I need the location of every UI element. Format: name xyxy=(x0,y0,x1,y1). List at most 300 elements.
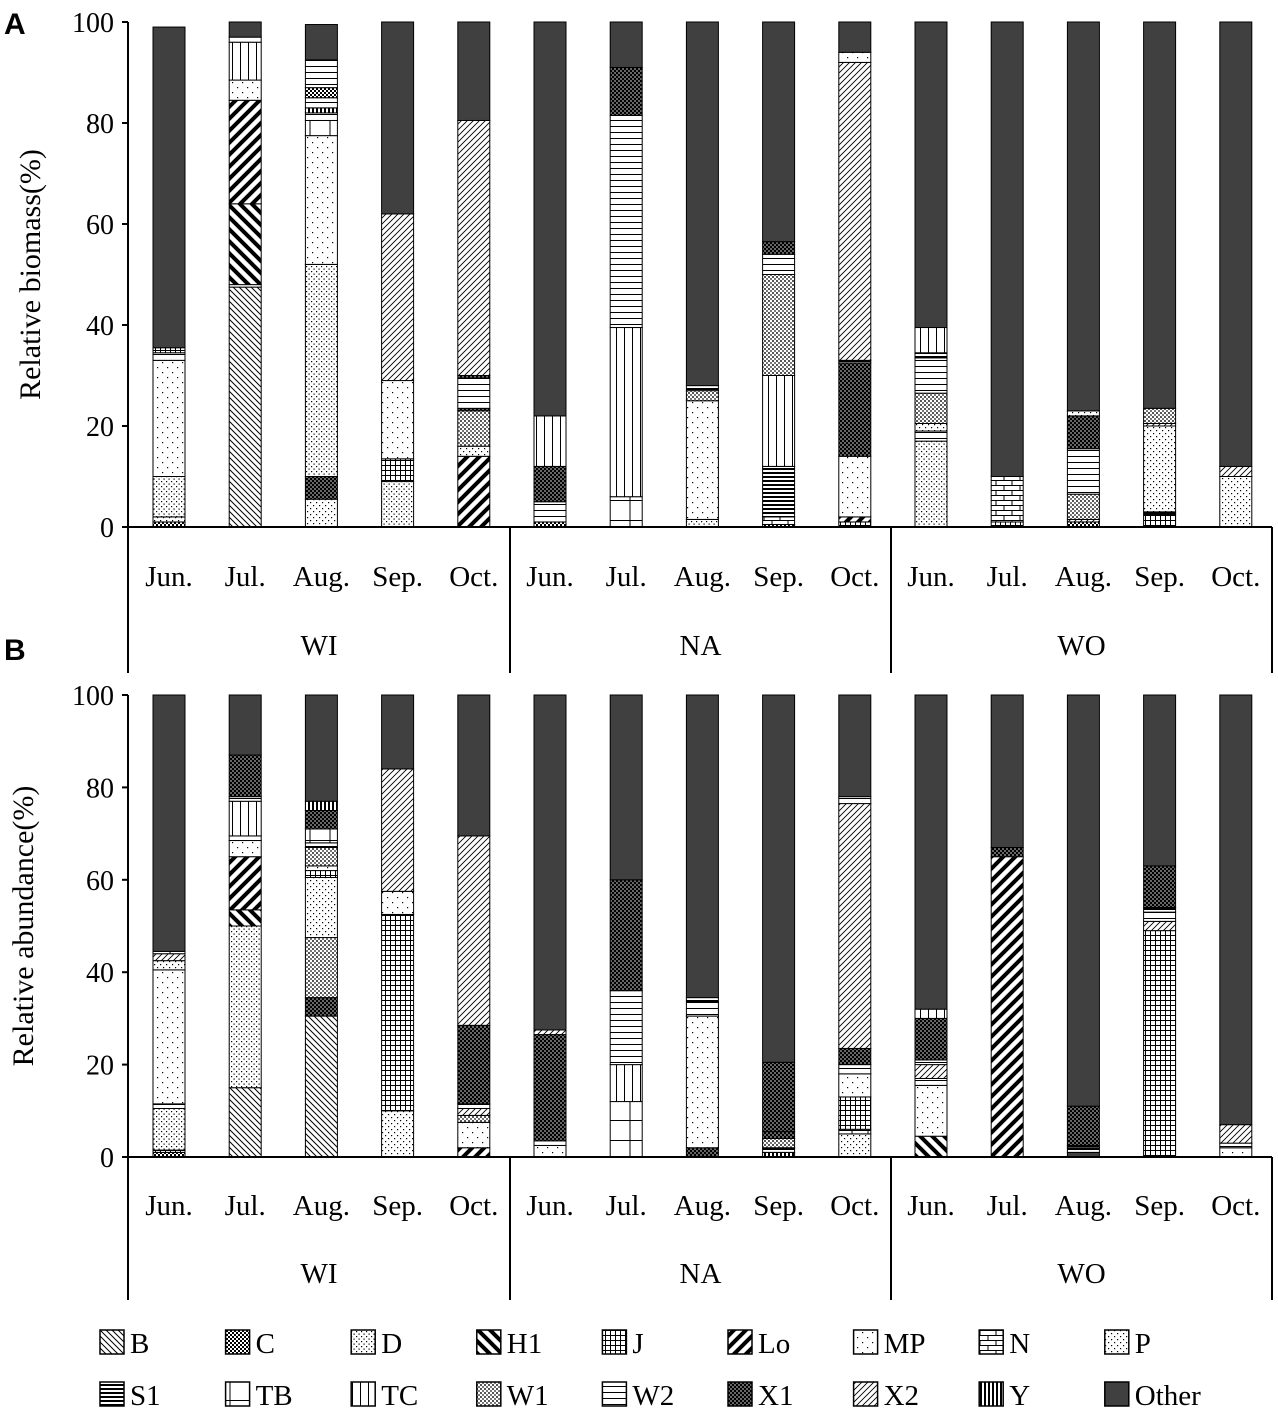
bar-na-jul xyxy=(610,22,642,527)
bar-wo-jun xyxy=(915,695,947,1157)
bar-wo-sep xyxy=(1144,22,1176,527)
bar-segment-other xyxy=(534,22,566,416)
bar-segment-w1 xyxy=(458,1115,490,1122)
bar-segment-w2 xyxy=(229,836,261,841)
bar-segment-x1 xyxy=(305,811,337,829)
bar-segment-w1 xyxy=(686,391,718,401)
legend-label: N xyxy=(1009,1328,1031,1360)
legend-entry-y xyxy=(979,1380,1030,1410)
bar-segment-mp xyxy=(1220,1148,1252,1157)
legend-swatch xyxy=(728,1330,752,1354)
legend-label: TC xyxy=(381,1380,419,1410)
bar-segment-x2 xyxy=(1220,466,1252,476)
x-category-label: Sep. xyxy=(753,561,804,593)
legend-swatch xyxy=(854,1330,878,1354)
legend-label: X2 xyxy=(883,1380,920,1410)
bar-segment-p xyxy=(1144,426,1176,512)
bar-segment-d xyxy=(686,519,718,527)
bar-segment-other xyxy=(839,695,871,797)
legend-label: W2 xyxy=(632,1380,675,1410)
bar-segment-w2 xyxy=(534,502,566,522)
x-category-label: Aug. xyxy=(673,1190,732,1222)
bar-segment-s1 xyxy=(763,466,795,517)
legend-label: Lo xyxy=(758,1328,791,1360)
group-label-na: NA xyxy=(679,630,722,662)
bar-segment-s1 xyxy=(686,386,718,391)
legend-label: X1 xyxy=(758,1380,794,1410)
legend-entry-d xyxy=(351,1328,402,1360)
bar-segment-other xyxy=(305,695,337,801)
bar-segment-other xyxy=(686,22,718,386)
bar-segment-b xyxy=(305,1016,337,1157)
legend-label: S1 xyxy=(130,1380,161,1410)
legend-swatch xyxy=(351,1382,375,1406)
bar-segment-w2 xyxy=(458,1104,490,1109)
bar-segment-y xyxy=(305,108,337,113)
legend-label: D xyxy=(381,1328,403,1360)
bar-segment-s1 xyxy=(686,998,718,1003)
bar-wo-oct xyxy=(1220,22,1252,527)
bar-segment-w2 xyxy=(915,431,947,441)
bar-segment-other xyxy=(305,25,337,60)
legend-label: C xyxy=(255,1328,275,1360)
bar-segment-lo xyxy=(839,517,871,522)
x-category-label: Sep. xyxy=(372,1190,423,1222)
bar-segment-tb xyxy=(610,497,642,527)
legend-label: H1 xyxy=(506,1328,543,1360)
bar-segment-mp xyxy=(229,80,261,100)
x-category-label: Aug. xyxy=(292,1190,351,1222)
bar-segment-p xyxy=(1220,477,1252,528)
legend-swatch xyxy=(100,1382,124,1406)
x-category-label: Jun. xyxy=(526,561,574,593)
bar-wo-jul xyxy=(991,22,1023,527)
x-category-label: Oct. xyxy=(830,1190,880,1222)
bar-segment-other xyxy=(458,22,490,120)
bar-wo-aug xyxy=(1067,695,1099,1157)
bar-segment-j xyxy=(153,348,185,353)
bar-segment-w1 xyxy=(305,938,337,998)
bar-segment-p xyxy=(915,423,947,431)
legend-entry-w2 xyxy=(602,1380,674,1410)
legend-swatch xyxy=(728,1382,752,1406)
bar-segment-other xyxy=(458,695,490,836)
bar-segment-x2 xyxy=(839,62,871,360)
bar-segment-x2 xyxy=(458,836,490,1025)
bar-segment-w2 xyxy=(458,378,490,408)
group-label-na: NA xyxy=(679,1258,722,1290)
bar-segment-other xyxy=(382,695,414,769)
bar-segment-tb xyxy=(610,1102,642,1157)
legend-entry-lo xyxy=(728,1328,790,1360)
bar-segment-d xyxy=(153,477,185,517)
bar-segment-p xyxy=(1067,411,1099,416)
bar-segment-s1 xyxy=(763,1148,795,1153)
bar-segment-w2 xyxy=(763,254,795,274)
x-category-label: Jul. xyxy=(986,561,1028,593)
bar-segment-x2 xyxy=(382,769,414,891)
bar-na-oct xyxy=(839,22,871,527)
bar-segment-other xyxy=(1067,22,1099,411)
bar-segment-mp xyxy=(686,1016,718,1148)
bar-segment-p xyxy=(458,446,490,456)
bar-segment-x2 xyxy=(153,954,185,961)
bar-segment-w2 xyxy=(153,353,185,361)
bar-segment-mp xyxy=(305,866,337,871)
x-category-label: Jun. xyxy=(145,1190,193,1222)
x-category-label: Jun. xyxy=(907,1190,955,1222)
bar-segment-w2 xyxy=(229,37,261,42)
x-category-label: Sep. xyxy=(372,561,423,593)
bar-segment-x2 xyxy=(839,804,871,1049)
bar-segment-x1 xyxy=(305,477,337,500)
panel-letter-a: A xyxy=(4,8,26,41)
bar-segment-mp xyxy=(153,970,185,1104)
x-category-label: Sep. xyxy=(753,1190,804,1222)
bar-segment-tc xyxy=(915,328,947,353)
bar-segment-x1 xyxy=(839,363,871,456)
bar-segment-x1 xyxy=(1067,416,1099,449)
bar-segment-tc xyxy=(610,1065,642,1102)
bar-segment-w2 xyxy=(305,60,337,88)
bar-segment-w1 xyxy=(1144,408,1176,423)
bar-segment-n xyxy=(991,477,1023,522)
y-tick-label: 40 xyxy=(86,958,114,990)
y-axis-label: Relative abundance(%) xyxy=(7,785,40,1067)
bar-segment-j xyxy=(382,914,414,1110)
bar-segment-d xyxy=(305,264,337,476)
bar-segment-n xyxy=(839,1129,871,1134)
bar-segment-tc xyxy=(534,416,566,467)
legend-label: Other xyxy=(1134,1380,1201,1410)
bar-segment-x1 xyxy=(839,1048,871,1064)
legend-entry-other xyxy=(1105,1380,1201,1410)
bar-segment-x1 xyxy=(229,755,261,797)
legend-label: W1 xyxy=(506,1380,549,1410)
bar-segment-w2 xyxy=(1144,912,1176,921)
x-category-label: Jul. xyxy=(224,561,266,593)
legend-swatch xyxy=(979,1330,1003,1354)
bar-segment-j xyxy=(1144,514,1176,527)
bar-segment-other xyxy=(229,22,261,37)
bar-segment-s1 xyxy=(1144,908,1176,913)
bar-segment-mp xyxy=(305,136,337,265)
bar-segment-x1 xyxy=(991,847,1023,856)
bar-segment-x1 xyxy=(1067,1106,1099,1145)
x-category-label: Aug. xyxy=(1054,1190,1113,1222)
bar-segment-x2 xyxy=(458,1108,490,1115)
bar-segment-mp xyxy=(839,52,871,62)
bar-segment-w1 xyxy=(915,393,947,423)
y-tick-label: 20 xyxy=(86,1050,114,1082)
bar-segment-other xyxy=(1220,22,1252,466)
bar-wi-jun xyxy=(153,27,185,527)
bar-wi-jul xyxy=(229,695,261,1157)
bar-segment-w2 xyxy=(229,797,261,802)
legend-entry-mp xyxy=(854,1328,926,1360)
bar-segment-mp xyxy=(839,456,871,517)
bar-segment-w2 xyxy=(915,1078,947,1085)
x-category-label: Sep. xyxy=(1134,561,1185,593)
bar-segment-mp xyxy=(153,360,185,476)
bar-segment-h1 xyxy=(915,1136,947,1157)
bar-wo-jun xyxy=(915,22,947,527)
bar-segment-lo xyxy=(458,1148,490,1157)
x-category-label: Jul. xyxy=(224,1190,266,1222)
bar-segment-other xyxy=(153,695,185,951)
bar-na-jun xyxy=(534,22,566,527)
bar-segment-w2 xyxy=(915,1060,947,1065)
bar-segment-w2 xyxy=(839,797,871,804)
bar-na-jul xyxy=(610,695,642,1157)
legend-label: Y xyxy=(1009,1380,1031,1410)
bar-segment-x1 xyxy=(458,1025,490,1104)
bar-segment-other xyxy=(839,22,871,52)
x-category-label: Jun. xyxy=(145,561,193,593)
bar-segment-mp xyxy=(915,1085,947,1136)
bar-na-sep xyxy=(763,22,795,527)
legend-entry-n xyxy=(979,1328,1030,1360)
legend-entry-s1 xyxy=(100,1380,161,1410)
bar-segment-p xyxy=(382,1111,414,1157)
bar-segment-x2 xyxy=(1220,1125,1252,1143)
bar-segment-j xyxy=(1144,931,1176,1157)
bar-segment-tc xyxy=(915,1009,947,1018)
bar-segment-w2 xyxy=(305,98,337,108)
bar-na-aug xyxy=(686,695,718,1157)
legend-entry-p xyxy=(1105,1328,1151,1360)
bar-segment-d xyxy=(382,482,414,527)
bar-segment-tc xyxy=(229,42,261,80)
legend-swatch xyxy=(854,1382,878,1406)
bar-segment-w2 xyxy=(534,1141,566,1146)
bar-segment-w2 xyxy=(1220,1143,1252,1148)
bar-segment-lo xyxy=(229,857,261,910)
y-tick-label: 40 xyxy=(86,311,114,342)
y-tick-label: 0 xyxy=(100,1143,114,1174)
legend-label: MP xyxy=(883,1328,926,1360)
legend-entry-tc xyxy=(351,1380,418,1410)
bar-segment-x1 xyxy=(915,1018,947,1060)
bar-segment-other xyxy=(763,695,795,1062)
bar-segment-d xyxy=(229,926,261,1088)
bar-segment-tc xyxy=(229,801,261,836)
bar-segment-j xyxy=(839,1097,871,1129)
bar-segment-tc xyxy=(610,328,642,497)
bar-segment-w2 xyxy=(305,843,337,848)
legend-swatch xyxy=(226,1330,250,1354)
y-tick-label: 80 xyxy=(86,773,114,805)
panel-letter-b: B xyxy=(4,634,26,667)
bar-segment-h1 xyxy=(229,910,261,926)
legend-entry-b xyxy=(100,1328,149,1360)
x-category-label: Jun. xyxy=(526,1190,574,1222)
bar-wi-aug xyxy=(305,25,337,527)
y-tick-label: 60 xyxy=(86,865,114,897)
legend-swatch xyxy=(1105,1330,1129,1354)
bar-segment-other xyxy=(610,695,642,880)
x-category-label: Jul. xyxy=(986,1190,1028,1222)
bar-segment-other xyxy=(991,22,1023,477)
bar-segment-p xyxy=(305,877,337,937)
bar-segment-x1 xyxy=(534,466,566,501)
bar-segment-n xyxy=(763,517,795,525)
bar-segment-x1 xyxy=(686,1148,718,1157)
bar-segment-x1 xyxy=(763,1132,795,1139)
bar-segment-w2 xyxy=(153,1104,185,1109)
bar-segment-lo xyxy=(991,857,1023,1157)
legend-swatch xyxy=(602,1382,626,1406)
x-category-label: Aug. xyxy=(1054,561,1113,593)
legend-entry-c xyxy=(226,1328,275,1360)
bar-segment-s1 xyxy=(1067,1148,1099,1153)
legend-entry-w1 xyxy=(477,1380,549,1410)
bar-wi-oct xyxy=(458,695,490,1157)
legend-swatch xyxy=(979,1382,1003,1406)
bar-segment-other xyxy=(610,22,642,67)
legend-label: B xyxy=(130,1328,150,1360)
bar-wi-aug xyxy=(305,695,337,1157)
bar-segment-other xyxy=(229,695,261,755)
panel-a-biomass-chart xyxy=(4,8,1272,673)
bar-segment-j xyxy=(382,459,414,482)
bar-segment-x1 xyxy=(305,998,337,1016)
bar-segment-p xyxy=(839,1134,871,1157)
bar-wi-jun xyxy=(153,695,185,1157)
legend-entry-x1 xyxy=(728,1380,793,1410)
bar-wi-oct xyxy=(458,22,490,527)
bar-segment-d xyxy=(915,441,947,527)
bar-segment-other xyxy=(1220,695,1252,1125)
legend-swatch xyxy=(602,1330,626,1354)
bar-segment-w2 xyxy=(610,115,642,327)
x-category-label: Oct. xyxy=(449,561,499,593)
group-label-wi: WI xyxy=(300,1258,338,1290)
legend-entry-j xyxy=(602,1328,643,1360)
bar-segment-w2 xyxy=(305,113,337,121)
bar-segment-other xyxy=(382,22,414,214)
x-category-label: Aug. xyxy=(292,561,351,593)
bar-segment-s1 xyxy=(915,353,947,358)
bar-segment-w2 xyxy=(915,358,947,393)
bar-segment-tc xyxy=(763,376,795,467)
bar-segment-other xyxy=(915,695,947,1009)
group-label-wo: WO xyxy=(1057,1258,1106,1290)
legend-swatch xyxy=(477,1382,501,1406)
bar-segment-other xyxy=(1067,695,1099,1106)
legend-swatch xyxy=(226,1382,250,1406)
bar-segment-h1 xyxy=(229,204,261,285)
bar-segment-other xyxy=(915,22,947,328)
legend-label: P xyxy=(1134,1328,1151,1360)
bar-segment-w1 xyxy=(763,275,795,376)
bar-segment-other xyxy=(763,22,795,242)
y-tick-label: 20 xyxy=(86,412,114,443)
panel-b-abundance-chart xyxy=(4,634,1272,1300)
y-tick-label: 100 xyxy=(72,8,114,39)
bar-segment-w2 xyxy=(610,991,642,1065)
bar-wo-jul xyxy=(991,695,1023,1157)
bar-segment-other xyxy=(1144,695,1176,866)
bar-segment-mp xyxy=(229,841,261,857)
x-category-label: Aug. xyxy=(673,561,732,593)
bar-segment-mp xyxy=(458,1122,490,1147)
bar-segment-w2 xyxy=(1067,449,1099,494)
bar-segment-w2 xyxy=(686,1002,718,1016)
bar-segment-other xyxy=(686,695,718,998)
bar-wo-oct xyxy=(1220,695,1252,1157)
bar-segment-w2 xyxy=(839,1065,871,1074)
bar-na-oct xyxy=(839,695,871,1157)
bar-segment-x1 xyxy=(534,1035,566,1141)
bar-segment-y xyxy=(305,801,337,810)
bar-segment-b xyxy=(229,287,261,527)
bar-segment-x1 xyxy=(763,1062,795,1131)
bar-segment-c xyxy=(305,88,337,98)
y-tick-label: 100 xyxy=(72,681,114,712)
bar-segment-x2 xyxy=(1144,921,1176,930)
legend xyxy=(100,1328,1201,1410)
bar-segment-tb xyxy=(305,829,337,843)
legend-swatch xyxy=(100,1330,124,1354)
bar-segment-j xyxy=(305,871,337,878)
bar-na-jun xyxy=(534,695,566,1157)
bar-segment-x1 xyxy=(763,242,795,255)
group-label-wo: WO xyxy=(1057,630,1106,662)
y-tick-label: 80 xyxy=(86,109,114,140)
bar-segment-mp xyxy=(839,1074,871,1097)
bar-na-sep xyxy=(763,695,795,1157)
bar-segment-x2 xyxy=(534,1030,566,1035)
bar-segment-mp xyxy=(686,401,718,520)
bar-segment-p xyxy=(305,499,337,527)
bar-wo-aug xyxy=(1067,22,1099,527)
x-category-label: Oct. xyxy=(449,1190,499,1222)
legend-label: TB xyxy=(255,1380,293,1410)
bar-segment-p xyxy=(153,961,185,970)
bar-wi-sep xyxy=(382,695,414,1157)
bar-segment-tb xyxy=(305,120,337,135)
bar-segment-other xyxy=(991,695,1023,847)
bar-segment-x2 xyxy=(458,120,490,375)
bar-segment-b xyxy=(229,1088,261,1157)
bar-segment-x1 xyxy=(610,880,642,991)
bar-segment-x2 xyxy=(382,214,414,381)
bar-segment-w1 xyxy=(1067,494,1099,519)
bar-segment-other xyxy=(534,695,566,1030)
legend-entry-h1 xyxy=(477,1328,542,1360)
bar-segment-x1 xyxy=(610,67,642,115)
legend-label: J xyxy=(632,1328,644,1360)
bar-segment-lo xyxy=(458,456,490,527)
x-category-label: Oct. xyxy=(1211,1190,1261,1222)
legend-swatch xyxy=(477,1330,501,1354)
legend-entry-x2 xyxy=(854,1380,919,1410)
legend-swatch xyxy=(351,1330,375,1354)
bar-wi-jul xyxy=(229,22,261,527)
x-category-label: Sep. xyxy=(1134,1190,1185,1222)
bar-segment-d xyxy=(153,1108,185,1150)
group-label-wi: WI xyxy=(300,630,338,662)
bar-segment-lo xyxy=(229,100,261,204)
bar-segment-x1 xyxy=(1144,866,1176,908)
x-category-label: Oct. xyxy=(830,561,880,593)
y-tick-label: 0 xyxy=(100,513,114,544)
bar-segment-mp xyxy=(534,1145,566,1157)
bar-wi-sep xyxy=(382,22,414,527)
bar-na-aug xyxy=(686,22,718,527)
bar-segment-w1 xyxy=(458,411,490,446)
